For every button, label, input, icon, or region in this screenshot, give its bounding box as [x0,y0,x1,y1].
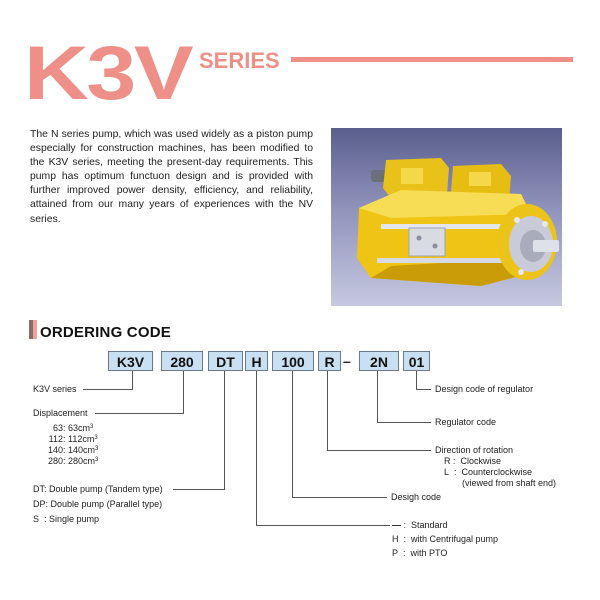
code-box-accessory: H [245,351,268,371]
label-series: K3V series [33,384,77,394]
label-rotation: Direction of rotation [435,445,514,455]
section-marker [29,320,37,339]
connector-line [292,497,387,498]
rotation-option: R : Clockwise [444,456,502,466]
accessory-option: H : with Centrifugal pump [392,534,499,544]
connector-line [83,389,133,390]
connector-line [95,413,184,414]
displacement-option: 112: $112cm^3$ [48,434,98,444]
connector-line [416,389,431,390]
connector-line [327,450,431,451]
series-suffix: SERIES [199,48,280,73]
rotation-note: (viewed from shaft end) [462,478,557,488]
label-displacement: Displacement [33,408,88,418]
accessory-option: — : Standard [392,520,448,530]
connector-line [132,371,133,389]
series-title: K3V [24,31,192,116]
code-box-displacement: 280 [161,351,203,371]
connector-line [377,371,378,423]
connector-line [256,525,390,526]
accessory-option: P : with PTO [392,548,448,558]
pump-type-option: DT: Double pump (Tandem type) [33,484,163,494]
label-design-code: Desigh code [391,492,442,502]
ordering-code-heading: ORDERING CODE [40,324,171,341]
code-box-series: K3V [108,351,153,371]
code-box-pump-type: DT [208,351,243,371]
displacement-option: 280: $280cm^3$ [47,456,99,466]
intro-paragraph: The N series pump, which was used widely as a piston pump especially for construction machines, has been modified to the K3V series, meeting the present-day requirements. This pump has optimum functuon design and is provided with further improved power density, efficiency, and reliability, attained from our many years of experiences with the NV series. [30,129,313,225]
label-design-code-regulator: Design code of regulator [435,384,534,394]
rotation-option: L : Counterclockwise [444,467,533,477]
label-regulator-code: Regulator code [435,417,497,427]
connector-line [327,371,328,451]
code-separator: – [343,353,351,369]
connector-line [416,371,417,390]
hydraulic-pump-illustration [331,128,562,306]
displacement-option: 140: $140cm^3$ [47,445,99,455]
pump-type-option: S : Single pump [33,514,100,524]
title-rule-divider [291,57,573,62]
connector-line [183,371,184,414]
code-box-regulator: 2N [359,351,399,371]
connector-line [173,489,225,490]
code-box-regulator-design: 01 [403,351,430,371]
code-box-rotation: R [318,351,341,371]
connector-line [377,422,431,423]
connector-line [256,371,257,526]
connector-line [224,371,225,490]
displacement-option: 63: $63cm^3$ [52,423,94,433]
pump-type-option: DP: Double pump (Parallel type) [33,499,163,509]
connector-line [292,371,293,498]
pump-product-image [331,128,562,306]
code-box-design: 100 [272,351,314,371]
